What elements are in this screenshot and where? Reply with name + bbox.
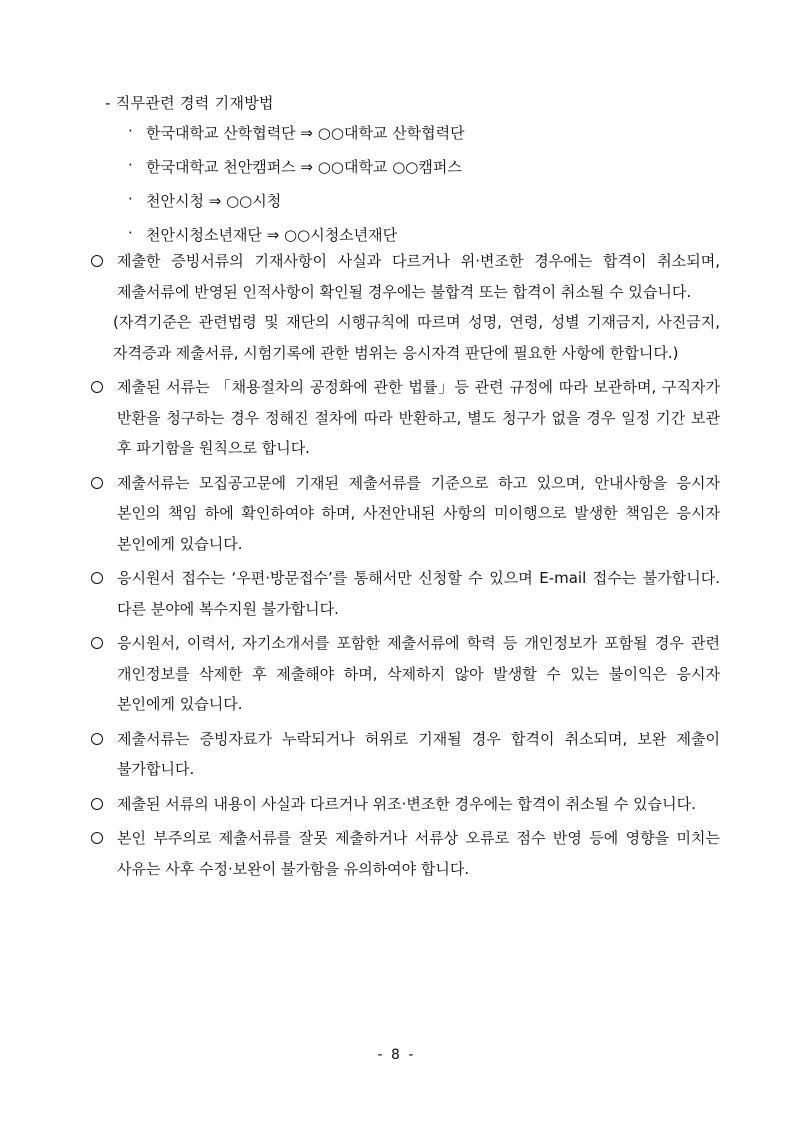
example-text: 천안시청 ⇒ ○○시청 [146,192,282,210]
circle-bullet-icon [91,798,103,810]
list-item [128,190,465,224]
example-text: 한국대학교 산학협력단 ⇒ ○○대학교 산학협력단 [146,124,465,142]
notice-text: 응시원서, 이력서, 자기소개서를 포함한 제출서류에 학력 등 개인정보가 포함될 경우 관련 개인정보를 삭제한 후 제출해야 하며, 삭제하지 않아 발생할 수 있는 불이익은 응시자 본인에게 있습니다. [117,634,720,713]
notice-item [90,468,720,560]
circle-bullet-icon [91,255,103,267]
notice-text: 제출된 서류의 내용이 사실과 다르거나 위조·변조한 경우에는 합격이 취소될 수 있습니다. [117,794,696,813]
example-text: 한국대학교 천안캠퍼스 ⇒ ○○대학교 ○○캠퍼스 [146,158,462,176]
list-item [128,156,465,190]
circle-bullet-icon [91,381,103,393]
notice-item [90,823,720,884]
notice-text: 제출한 증빙서류의 기재사항이 사실과 다르거나 위·변조한 경우에는 합격이 취소되며, 제출서류에 반영된 인적사항이 확인될 경우에는 불합격 또는 합격이 취소될 수 있습니다. [117,252,720,301]
notice-item [90,789,720,820]
example-text: 천안시청소년재단 ⇒ ○○시청소년재단 [146,226,398,244]
circle-bullet-icon [91,733,103,745]
notice-text: 제출서류는 증빙자료가 누락되거나 허위로 기재될 경우 합격이 취소되며, 보완 제출이 불가합니다. [117,729,720,778]
notice-item [90,246,720,368]
circle-bullet-icon [91,477,103,489]
notice-text: 제출된 서류는 「채용절차의 공정화에 관한 법률」등 관련 규정에 따라 보관하며, 구직자가 반환을 청구하는 경우 정해진 절차에 따라 반환하고, 별도 청구가 없을 경우 일정 기간 보관 후 파기함을 원칙으로 합니다. [117,378,720,457]
middle-dot-icon: · [128,224,133,242]
middle-dot-icon: · [128,156,133,174]
middle-dot-icon: · [128,122,133,140]
notice-item [90,372,720,464]
notice-note: (자격기준은 관련법령 및 재단의 시행규칙에 따르며 성명, 연령, 성별 기재금지, 사진금지, 자격증과 제출서류, 시험기록에 관한 범위는 응시자격 판단에 필요한 사항에 한합니다.) [113,313,720,362]
career-example-list [128,122,465,258]
page-number: - 8 - [377,1047,416,1063]
circle-bullet-icon [91,637,103,649]
notice-text: 제출서류는 모집공고문에 기재된 제출서류를 기준으로 하고 있으며, 안내사항을 응시자 본인의 책임 하에 확인하여야 하며, 사전안내된 사항의 미이행으로 발생한 책임은 응시자 본인에게 있습니다. [117,473,720,553]
career-entry-heading: - 직무관련 경력 기재방법 [105,94,274,112]
notice-item [90,628,720,720]
middle-dot-icon: · [128,190,133,208]
list-item [128,122,465,156]
notice-item [90,724,720,785]
notice-text: 응시원서 접수는 ‘우편·방문접수’를 통해서만 신청할 수 있으며 E-mail 접수는 불가합니다. 다른 분야에 복수지원 불가합니다. [117,569,720,618]
notice-item [90,563,720,624]
circle-bullet-icon [91,832,103,844]
circle-bullet-icon [91,572,103,584]
notice-list [90,246,720,888]
notice-text: 본인 부주의로 제출서류를 잘못 제출하거나 서류상 오류로 점수 반영 등에 영향을 미치는 사유는 사후 수정·보완이 불가함을 유의하여야 합니다. [117,829,720,878]
